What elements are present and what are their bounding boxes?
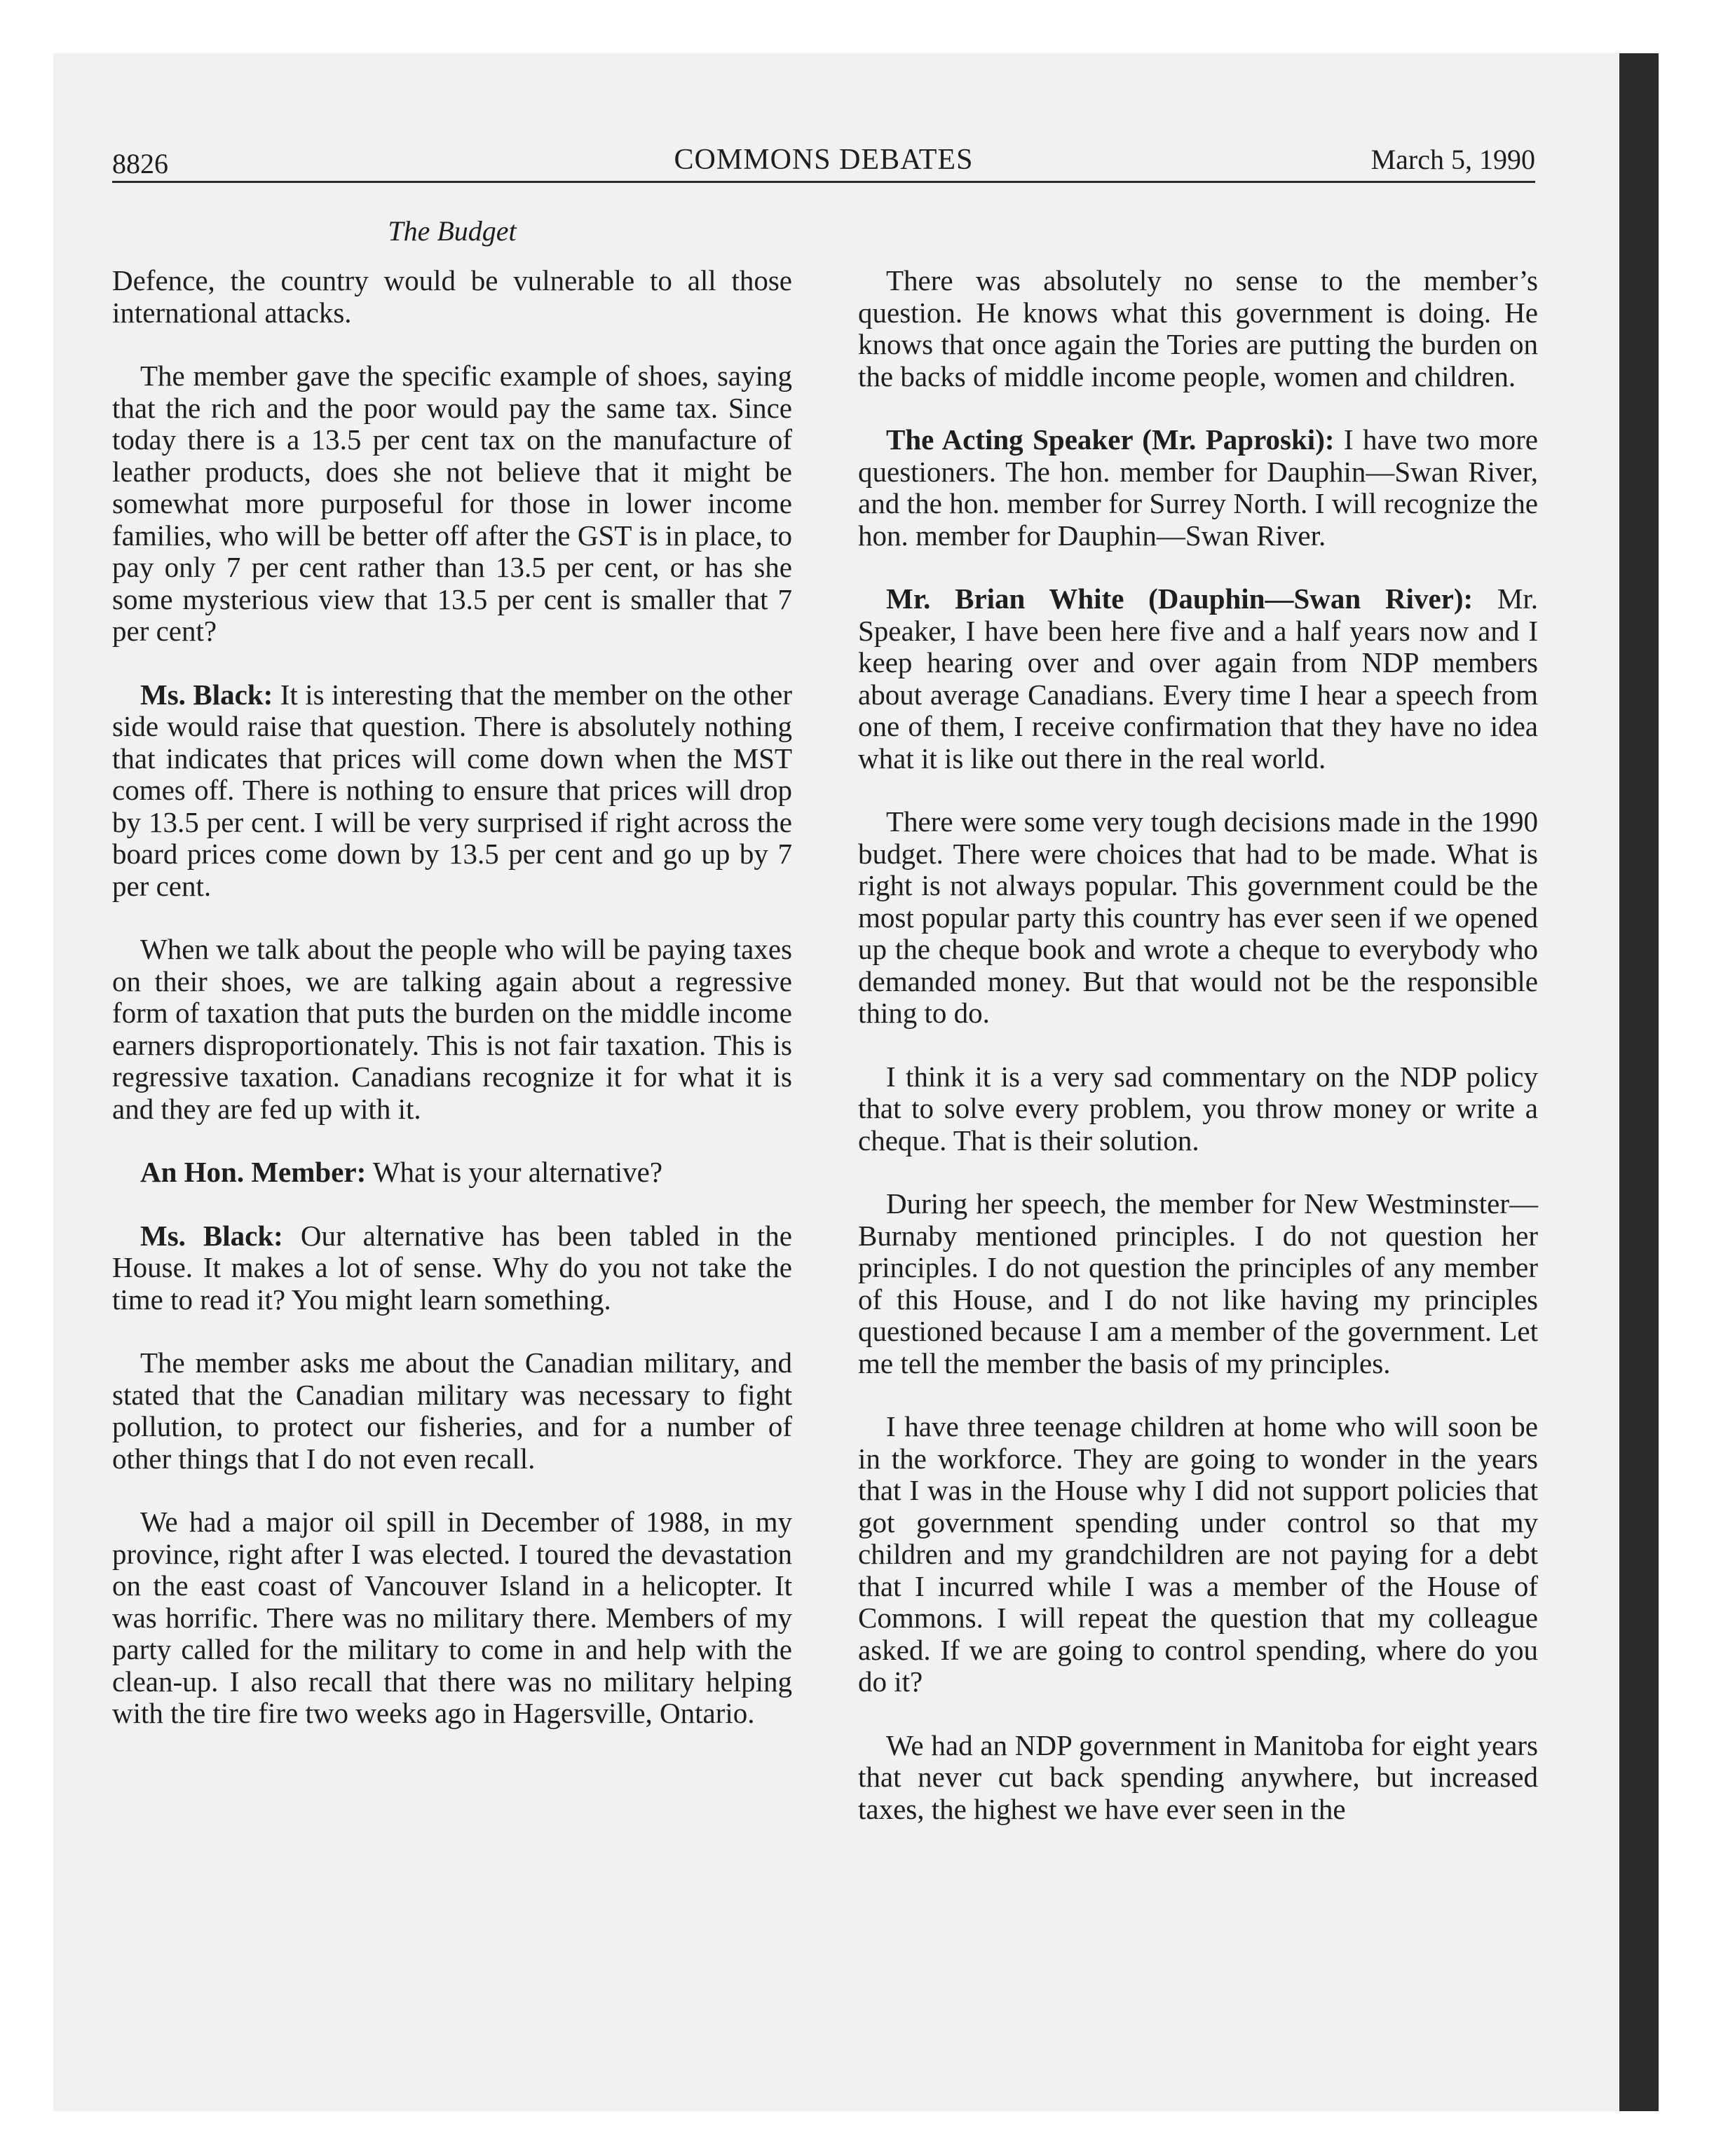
paragraph-text: The member gave the specific example of shoes, saying that the rich and the poor would pay the same tax. Since today there is a 13.5 per cent tax on the manufacture of leather products, does she not believe that it might be somewhat more purposeful for those in lower income families, who will be better off after the GST is in place, to pay only 7 per cent rather than 13.5 per cent, or has she some mysterious view that 13.5 per cent is smaller that 7 per cent?	[112, 360, 792, 647]
paragraph-text: It is interesting that the member on the other side would raise that question. There is absolutely nothing that indicates that prices will come down when the MST comes off. There is nothing to ensure that prices will drop by 13.5 per cent. I will be very surprised if right across the board prices come down by 13.5 per cent and go up by 7 per cent.	[112, 678, 792, 902]
paragraph-text: When we talk about the people who will be paying taxes on their shoes, we are talking again about a regressive form of taxation that puts the burden on the middle income earners disproportionately. This is not fair taxation. This is regressive taxation. Canadians recognize it for what it is and they are fed up with it.	[112, 933, 792, 1125]
speaker-name: Ms. Black:	[140, 678, 273, 711]
publication-date: March 5, 1990	[1370, 144, 1535, 175]
paragraph	[112, 934, 792, 1125]
scan-edge-shadow	[1619, 53, 1659, 2111]
paragraph	[112, 360, 792, 648]
speaker-name: The Acting Speaker (Mr. Paproski):	[886, 423, 1335, 456]
paragraph	[858, 265, 1538, 393]
paragraph-text: We had an NDP government in Manitoba for eight years that never cut back spending anywhere, but increased taxes, the highest we have ever seen in the	[858, 1728, 1538, 1825]
right-column	[858, 265, 1538, 1857]
header-rule	[112, 181, 1535, 183]
paragraph	[112, 1347, 792, 1475]
paragraph-text: We had a major oil spill in December of 1988, in my province, right after I was elected. I toured the devastation on the east coast of Vancouver Island in a helicopter. It was horrific. There was no military there. Members of my party called for the military to come in and help with the clean-up. I also recall that there was no military helping with the tire fire two weeks ago in Hagersville, Ontario.	[112, 1506, 792, 1729]
paragraph-text: During her speech, the member for New Westminster—Burnaby mentioned principles. I do not question her principles. I do not question the principles of any member of this House, and I do not like having my principles questioned because I am a member of the government. Let me tell the member the basis of my principles.	[858, 1187, 1538, 1379]
page-number: 8826	[112, 148, 168, 179]
paragraph	[858, 1188, 1538, 1379]
speaker-name: An Hon. Member:	[140, 1156, 367, 1188]
paragraph-text: What is your alternative?	[366, 1156, 663, 1188]
paragraph-text: There were some very tough decisions made in the 1990 budget. There were choices that had to be made. What is right is not always popular. This government could be the most popular party this country has ever seen if we opened up the cheque book and wrote a cheque to everybody who demanded money. But that would not be the responsible thing to do.	[858, 805, 1538, 1029]
paragraph-text: I think it is a very sad commentary on the NDP policy that to solve every problem, you throw money or write a cheque. That is their solution.	[858, 1060, 1538, 1157]
paragraph	[858, 1411, 1538, 1698]
paragraph	[112, 1220, 792, 1316]
paragraph-text: I have three teenage children at home who will soon be in the workforce. They are going to wonder in the years that I was in the House why I did not support policies that got government spending under control so that my children and my grandchildren are not paying for a debt that I incurred while I was a member of the House of Commons. I will repeat the question that my colleague asked. If we are going to control spending, where do you do it?	[858, 1410, 1538, 1698]
paragraph	[112, 1506, 792, 1730]
paragraph-text: Our alternative has been tabled in the House. It makes a lot of sense. Why do you not take the time to read it? You might learn something.	[112, 1219, 792, 1316]
speaker-name: Ms. Black:	[140, 1219, 283, 1252]
paragraph	[858, 1730, 1538, 1826]
paragraph-text: There was absolutely no sense to the member’s question. He knows what this government is doing. He knows that once again the Tories are putting the burden on the backs of middle income people, women and children.	[858, 264, 1538, 393]
journal-title: COMMONS DEBATES	[674, 144, 974, 176]
paragraph-text: The member asks me about the Canadian military, and stated that the Canadian military was necessary to fight pollution, to protect our fisheries, and for a number of other things that I do not even recall.	[112, 1346, 792, 1475]
speaker-name: Mr. Brian White (Dauphin—Swan River):	[886, 582, 1474, 615]
paragraph	[858, 424, 1538, 552]
paragraph	[112, 679, 792, 903]
paragraph	[112, 265, 792, 329]
paragraph	[858, 583, 1538, 775]
section-title: The Budget	[388, 215, 517, 247]
paragraph-text: I have two more questioners. The hon. member for Dauphin—Swan River, and the hon. member for Surrey North. I will recognize the hon. member for Dauphin—Swan River.	[858, 423, 1538, 552]
paragraph	[858, 1061, 1538, 1157]
paragraph	[858, 806, 1538, 1030]
running-header	[112, 137, 1535, 186]
paragraph-text: Defence, the country would be vulnerable to all those international attacks.	[112, 264, 792, 329]
paragraph	[112, 1157, 792, 1189]
paragraph-text: Mr. Speaker, I have been here five and a half years now and I keep hearing over and over again from NDP members about average Canadians. Every time I hear a speech from one of them, I receive confirmation that they have no idea what it is like out there in the real world.	[858, 582, 1538, 775]
left-column	[112, 265, 792, 1761]
